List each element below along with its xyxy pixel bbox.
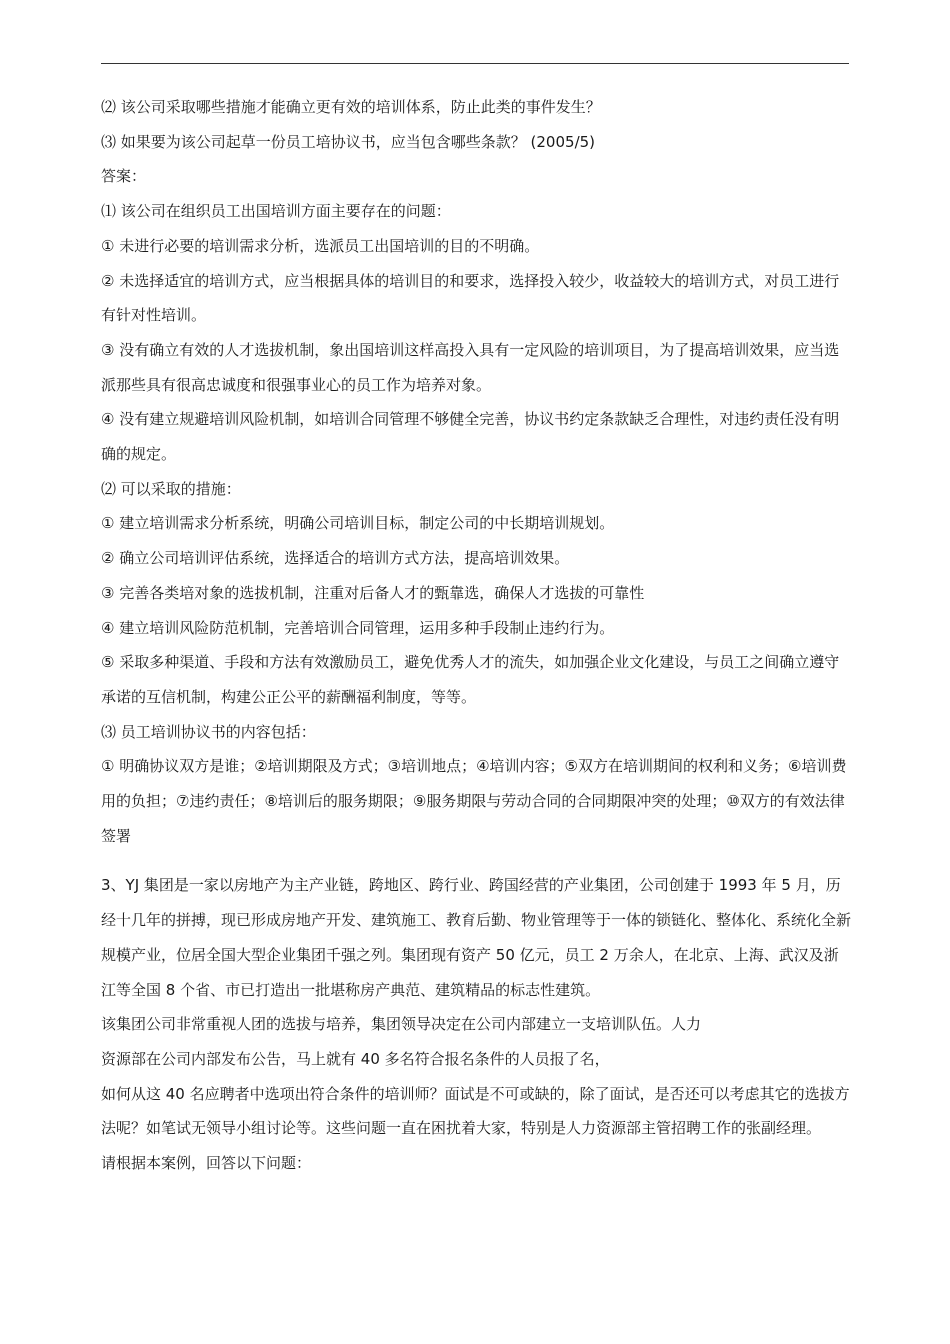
question-3: ⑶ 如果要为该公司起草一份员工培协议书，应当包含哪些条款？ (2005/5) bbox=[101, 132, 596, 151]
document-body bbox=[101, 90, 851, 1181]
answer-heading: 答案： bbox=[101, 167, 147, 186]
answer-part-1-item-4: ④ 没有建立规避培训风险机制，如培训合同管理不够健全完善，协议书约定条款缺乏合理性，对违约责任没有明确的规定。 bbox=[101, 410, 840, 464]
case-3-line-1: 该集团公司非常重视人团的选拔与培养，集团领导决定在公司内部建立一支培训队伍。人力 bbox=[101, 1015, 702, 1034]
question-2: ⑵ 该公司采取哪些措施才能确立更有效的培训体系，防止此类的事件发生？ bbox=[101, 98, 601, 116]
answer-part-2-item-2: ② 确立公司培训评估系统，选择适合的培训方式方法，提高培训效果。 bbox=[101, 549, 570, 568]
answer-part-1-item-1: ① 未进行必要的培训需求分析，选派员工出国培训的目的不明确。 bbox=[101, 236, 540, 255]
answer-part-2-item-4: ④ 建立培训风险防范机制，完善培训合同管理，运用多种手段制止违约行为。 bbox=[101, 618, 615, 637]
answer-part-1-item-2: ② 未选择适宜的培训方式，应当根据具体的培训目的和要求，选择投入较少，收益较大的培训方式，对员工进行有针对性培训。 bbox=[101, 271, 840, 325]
case-3-paragraph: 如何从这 40 名应聘者中选项出符合条件的培训师？面试是不可或缺的，除了面试，是否还可以考虑其它的选拔方法呢？如笔试无领导小组讨论等。这些问题一直在困扰着大家，特别是人力资源部主管招聘工作的张副经理。 bbox=[101, 1084, 850, 1138]
answer-part-2-item-1: ① 建立培训需求分析系统，明确公司培训目标，制定公司的中长期培训规划。 bbox=[101, 514, 615, 533]
answer-part-2-item-3: ③ 完善各类培对象的选拔机制，注重对后备人才的甄靠选，确保人才选拔的可靠性 bbox=[101, 583, 645, 602]
case-3-line-2: 资源部在公司内部发布公告，马上就有 40 多名符合报名条件的人员报了名， bbox=[101, 1049, 610, 1068]
section-gap bbox=[101, 853, 851, 868]
case-3-prompt: 请根据本案例，回答以下问题： bbox=[101, 1154, 312, 1173]
answer-part-2-heading: ⑵ 可以采取的措施： bbox=[101, 479, 241, 498]
header-rule bbox=[101, 63, 849, 64]
answer-part-3-heading: ⑶ 员工培训协议书的内容包括： bbox=[101, 722, 316, 741]
answer-part-1-heading: ⑴ 该公司在组织员工出国培训方面主要存在的问题： bbox=[101, 202, 451, 221]
answer-part-1-item-3: ③ 没有确立有效的人才选拔机制，象出国培训这样高投入具有一定风险的培训项目，为了提高培训效果，应当选派那些具有很高忠诚度和很强事业心的员工作为培养对象。 bbox=[101, 340, 840, 394]
answer-part-3-content: ① 明确协议双方是谁；②培训期限及方式；③培训地点；④培训内容；⑤双方在培训期间的权利和义务；⑥培训费用的负担；⑦违约责任；⑧培训后的服务期限；⑨服务期限与劳动合同的合同期限冲突的处理；⑩双方的有效法律签署 bbox=[101, 757, 847, 845]
case-3-intro: 3、YJ 集团是一家以房地产为主产业链，跨地区、跨行业、跨国经营的产业集团，公司创建于 1993 年 5 月，历经十几年的拼搏，现已形成房地产开发、建筑施工、教育后勤、物业管理等于一体的锁链化、整体化、系统化全新规模产业，位居全国大型企业集团千强之列。集团现有资产 50 亿元，员工 2 万余人，在北京、上海、武汉及浙江等全国 8 个省、市已打造出一批堪称房产典范、建筑精品的标志性建筑。 bbox=[101, 876, 852, 999]
answer-part-2-item-5: ⑤ 采取多种渠道、手段和方法有效激励员工，避免优秀人才的流失，如加强企业文化建设，与员工之间确立遵守承诺的互信机制，构建公正公平的薪酬福利制度，等等。 bbox=[101, 653, 840, 706]
